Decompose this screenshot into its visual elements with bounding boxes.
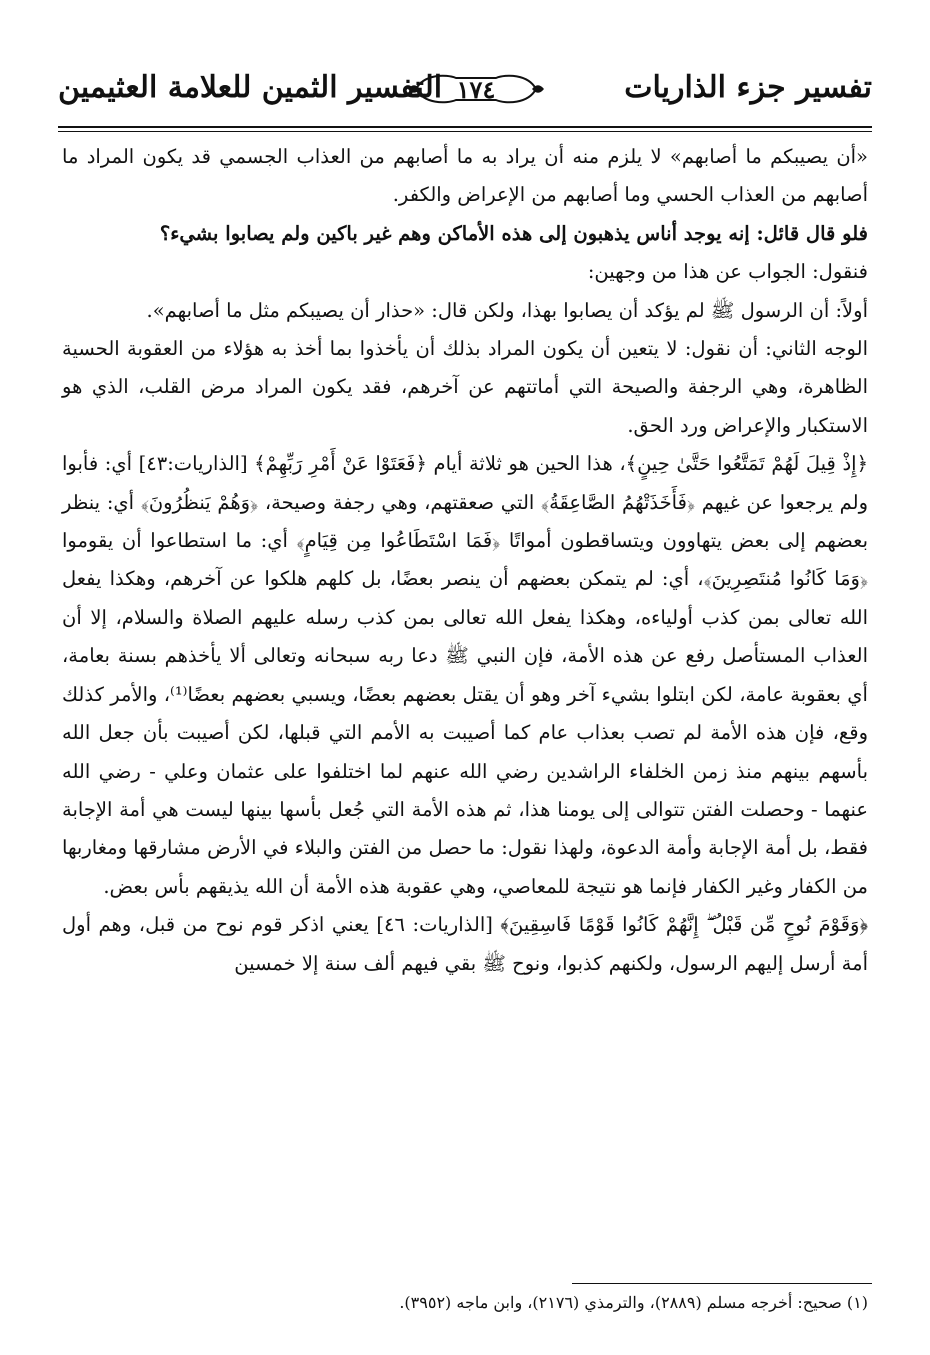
running-title-left: التفسير الثمين للعلامة العثيمين xyxy=(58,70,443,105)
paragraph-1: «أن يصيبكم ما أصابهم» لا يلزم منه أن يراد به ما أصابهم من العذاب الجسمي قد يكون المراد ما أصابهم من العذاب الحسي وما أصابهم من الإعراض والكفر. xyxy=(62,145,868,207)
paragraph-2: فلو قال قائل: إنه يوجد أناس يذهبون إلى هذه الأماكن وهم غير باكين ولم يصابوا بشيء؟ xyxy=(159,221,868,245)
paragraph-5: الوجه الثاني: أن نقول: لا يتعين أن يكون المراد بذلك أن يأخذوا بما أخذ به هؤلاء من العقوبة الحسية الظاهرة، وهي الرجفة والصيحة التي أماتتهم عن آخرهم، فقد يكون المراد مرض القلب، الذي هو الاستكبار والإعراض ورد الحق. xyxy=(62,337,868,437)
footnote-rule xyxy=(572,1283,872,1284)
paragraph-7: ﴿وَقَوْمَ نُوحٍ مِّن قَبْلُ ۖ إِنَّهُمْ كَانُوا قَوْمًا فَاسِقِينَ﴾ [الذاريات: ٤٦] يعني اذكر قوم نوح من قبل، وهم أول أمة أرسل إليهم الرسول، ولكنهم كذبوا، ونوح ﷺ بقي فيهم ألف سنة إلا خمسين xyxy=(62,913,868,975)
footnote: (١) صحيح: أخرجه مسلم (٢٨٨٩)، والترمذي (٢١٧٦)، وابن ماجه (٣٩٥٢). xyxy=(399,1293,868,1312)
page-header xyxy=(58,62,872,124)
header-rule-thin xyxy=(58,131,872,132)
paragraph-6: ﴿إِذْ قِيلَ لَهُمْ تَمَتَّعُوا حَتَّىٰ حِينٍ﴾، هذا الحين هو ثلاثة أيام ﴿فَعَتَوْا عَنْ أَمْرِ رَبِّهِمْ﴾ [الذاريات:٤٣] أي: فأبوا ولم يرجعوا عن غيهم ﴿فَأَخَذَتْهُمُ الصَّاعِقَةُ﴾ التي صعقتهم، وهي رجفة وصيحة، ﴿وَهُمْ يَنظُرُونَ﴾ أي: ينظر بعضهم إلى بعض يتهاوون ويتساقطون أمواتًا ﴿فَمَا اسْتَطَاعُوا مِن قِيَامٍ﴾ أي: ما استطاعوا أن يقوموا ﴿وَمَا كَانُوا مُنتَصِرِينَ﴾، أي: لم يتمكن بعضهم أن ينصر بعضًا، بل كلهم هلكوا عن آخرهم، وهكذا يفعل الله تعالى بمن كذب أولياءه، وهكذا يفعل الله تعالى بمن كذب رسله عليهم الصلاة والسلام، إلا أن العذاب المستأصل رفع عن هذه الأمة، فإن النبي ﷺ دعا ربه سبحانه وتعالى ألا يأخذهم بسنة بعامة، أي بعقوبة عامة، لكن ابتلوا بشيء آخر وهو أن يقتل بعضهم بعضًا، ويسبي بعضهم بعضًا⁽¹⁾، والأمر كذلك وقع، فإن هذه الأمة لم تصب بعذاب عام كما أصيبت به الأمم التي قبلها، لكن أصيبت بأن جعل الله بأسهم بينهم منذ زمن الخلفاء الراشدين رضي الله عنهم لما اختلفوا على عثمان وعلي - رضي الله عنهما - وحصلت الفتن تتوالى إلى يومنا هذا، ثم هذه الأمة التي جُعل بأسها بينها ليست هي أمة الإجابة فقط، بل أمة الإجابة وأمة الدعوة، ولهذا نقول: ما حصل من الفتن والبلاء في الأرض مشارقها ومغاربها من الكفار وغير الكفار فإنما هو نتيجة للمعاصي، وهي عقوبة هذه الأمة أن الله يذيقهم بأس بعض. xyxy=(62,452,869,898)
body-text xyxy=(62,138,868,983)
paragraph-3: فنقول: الجواب عن هذا من وجهين: xyxy=(587,260,868,284)
header-rule xyxy=(58,126,872,128)
page-number: ١٧٤ xyxy=(456,75,496,104)
paragraph-4: أولاً: أن الرسول ﷺ لم يؤكد أن يصابوا بهذا، ولكن قال: «حذار أن يصيبكم مثل ما أصابهم». xyxy=(146,298,868,322)
running-title-right: تفسير جزء الذاريات xyxy=(624,70,872,105)
